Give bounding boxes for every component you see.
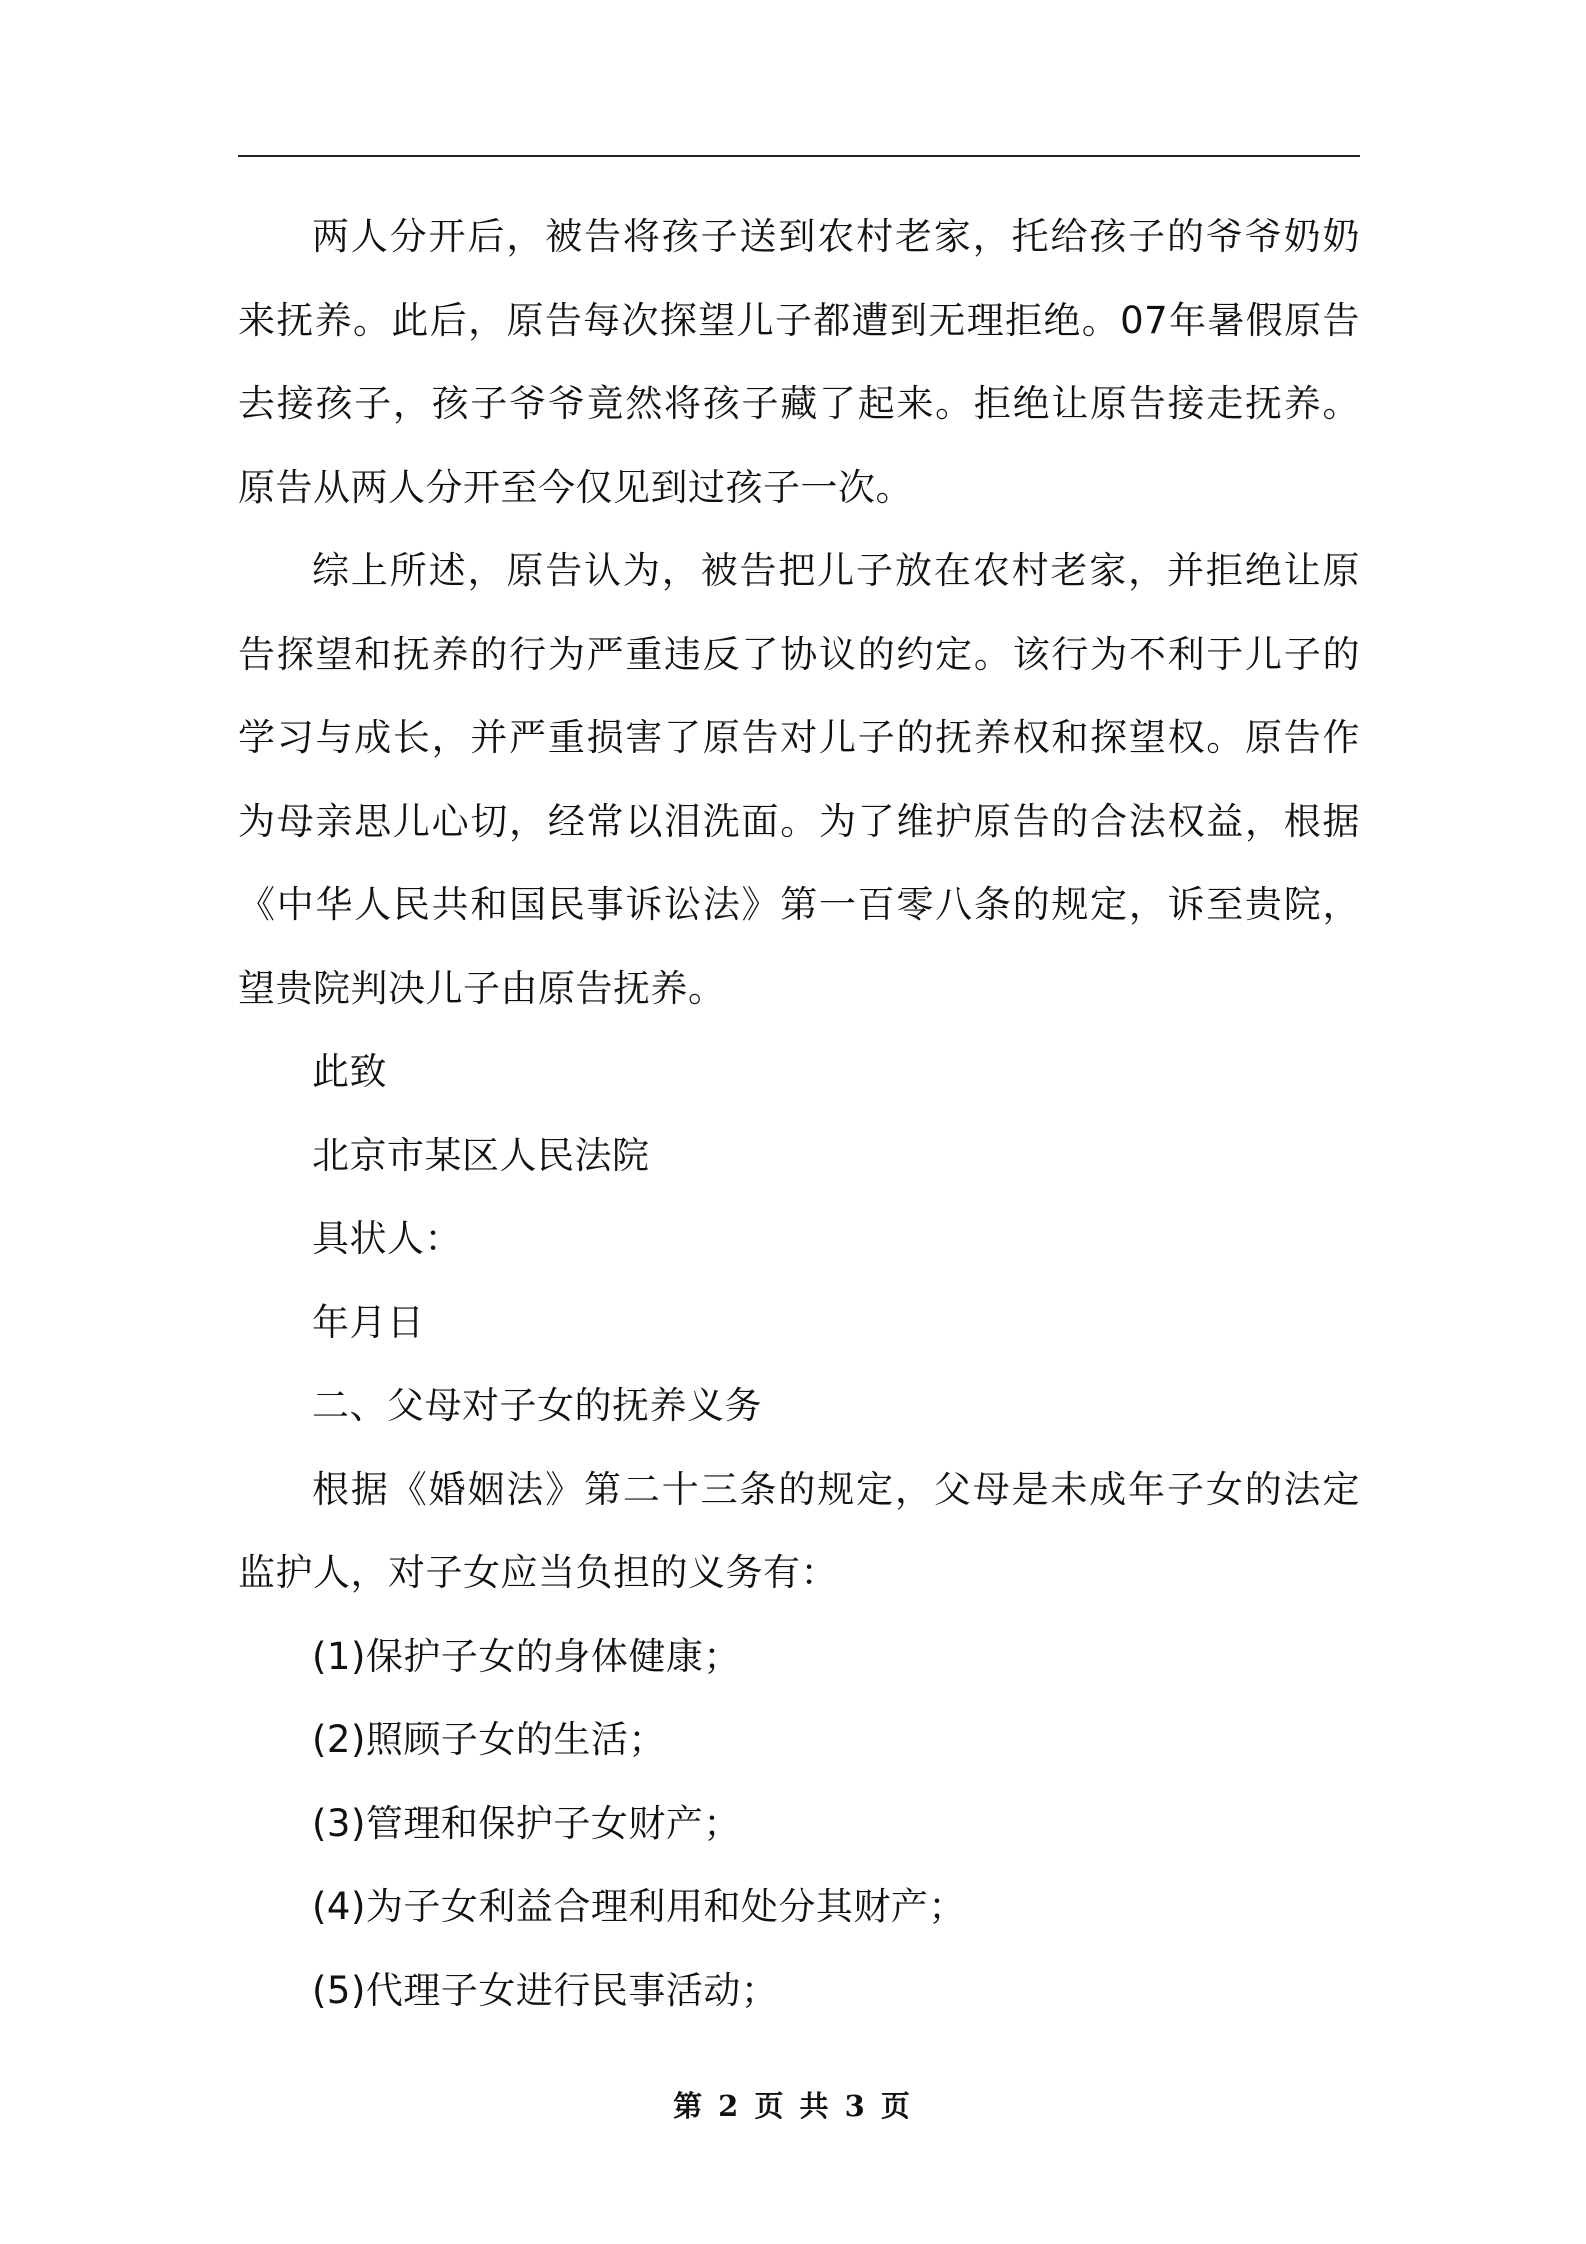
list-item: (3)管理和保护子女财产；	[312, 1801, 741, 1845]
signer-label: 具状人：	[312, 1217, 462, 1260]
paragraph: 综上所述，原告认为，被告把儿子放在农村老家，并拒绝让原告探望和抚养的行为严重违反了协议的约定。该行为不利于儿子的学习与成长，并严重损害了原告对儿子的抚养权和探望权。原告作为母亲思儿心切，经常以泪洗面。为了维护原告的合法权益，根据《中华人民共和国民事诉讼法》第一百零八条的规定，诉至贵院，望贵院判决儿子由原告抚养。	[238, 549, 1360, 1010]
header-rule	[238, 155, 1360, 157]
closing-salutation: 此致	[312, 1050, 387, 1093]
paragraph: 两人分开后，被告将孩子送到农村老家，托给孩子的爷爷奶奶来抚养。此后，原告每次探望儿子都遭到无理拒绝。07年暑假原告去接孩子，孩子爷爷竟然将孩子藏了起来。拒绝让原告接走抚养。原告从两人分开至今仅见到过孩子一次。	[238, 215, 1360, 509]
date-label: 年月日	[312, 1300, 425, 1344]
court-name: 北京市某区人民法院	[312, 1133, 650, 1177]
list-item: (5)代理子女进行民事活动；	[312, 1968, 779, 2012]
list-item: (2)照顾子女的生活；	[312, 1718, 666, 1761]
page-number-footer: 第 2 页 共 3 页	[673, 2089, 913, 2123]
document-body	[238, 195, 1360, 2032]
list-item: (4)为子女利益合理利用和处分其财产；	[312, 1885, 966, 1928]
section-intro: 根据《婚姻法》第二十三条的规定，父母是未成年子女的法定监护人，对子女应当负担的义务有：	[238, 1467, 1360, 1594]
list-item: (1)保护子女的身体健康；	[312, 1634, 741, 1678]
section-heading: 二、父母对子女的抚养义务	[312, 1384, 762, 1427]
